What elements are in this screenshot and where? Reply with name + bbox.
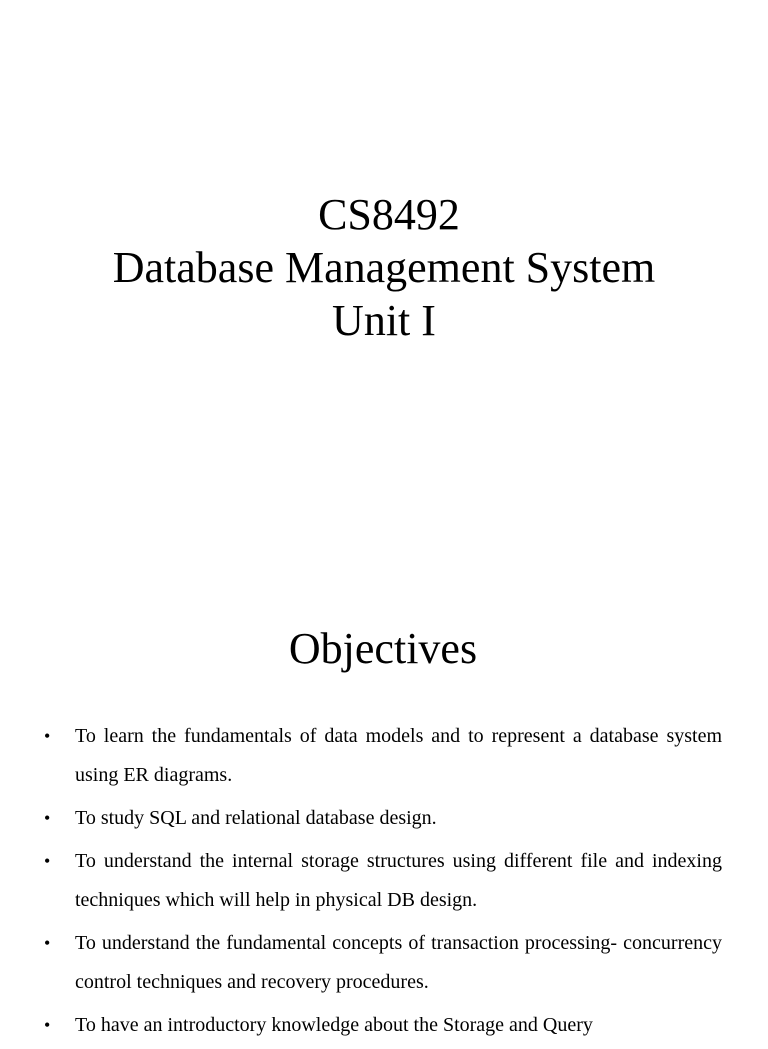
objectives-slide <box>0 560 768 1036</box>
objective-item <box>44 842 722 920</box>
objective-text: To study SQL and relational database design. <box>75 807 437 829</box>
objective-text: To have an introductory knowledge about the Storage and Query <box>75 1014 593 1036</box>
course-name: Database Management System <box>112 243 656 292</box>
objective-text: To understand the internal storage structures using different file and indexing techniques which will help in physical DB design. <box>75 850 722 911</box>
objectives-heading: Objectives <box>288 624 478 673</box>
bullet-icon: • <box>44 808 51 828</box>
objective-item <box>44 717 722 795</box>
unit-label: Unit I <box>332 296 436 345</box>
bullet-icon: • <box>44 933 51 953</box>
title-block <box>0 188 768 347</box>
objective-item <box>44 1006 722 1045</box>
bullet-icon: • <box>44 851 51 871</box>
objective-text: To understand the fundamental concepts of transaction processing- concurrency control techniques and recovery procedures. <box>75 932 722 993</box>
course-code: CS8492 <box>318 190 460 239</box>
objective-item <box>44 799 722 838</box>
objective-item <box>44 924 722 1002</box>
objective-text: To learn the fundamentals of data models and to represent a database system using ER diagrams. <box>75 725 722 786</box>
bullet-icon: • <box>44 726 51 746</box>
bullet-icon: • <box>44 1015 51 1035</box>
objectives-list <box>44 717 722 1049</box>
